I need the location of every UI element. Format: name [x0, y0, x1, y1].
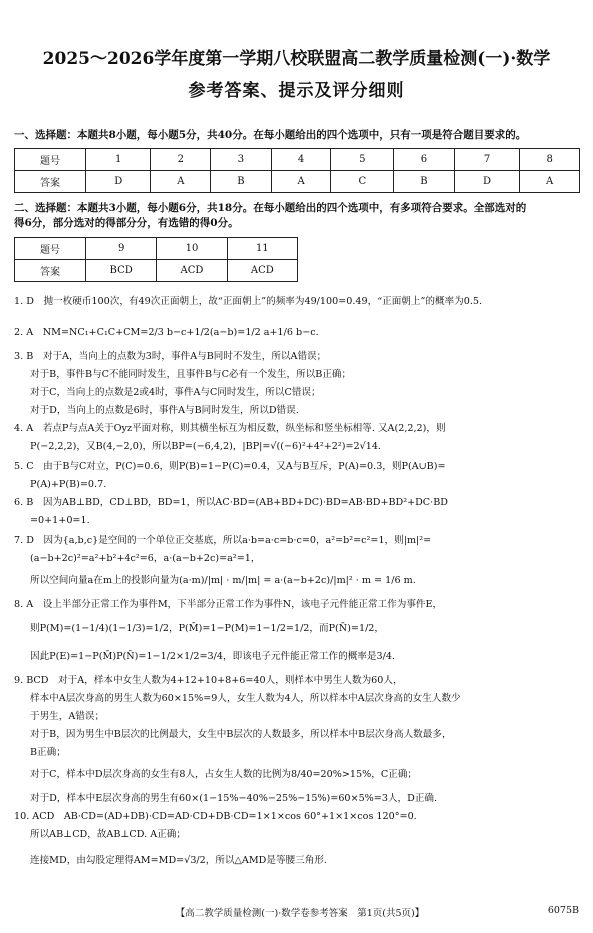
section1-heading: 一、选择题：本题共8小题，每小题5分，共40分。在每小题给出的四个选项中，只有一项是符合题目要求的。 [14, 129, 527, 141]
solution-q5-line2: P(A)+P(B)=0.7. [30, 479, 107, 490]
solution-q10-line2: 所以AB⊥CD，故AB⊥CD. A正确； [30, 829, 186, 840]
table-cell: BCD [86, 260, 157, 282]
page-subtitle: 参考答案、提示及评分细则 [188, 81, 405, 101]
solution-q8-line1: 8. A 设上半部分正常工作为事件M，下半部分正常工作为事件N，该电子元件能正常工作为事件E， [14, 599, 443, 610]
solution-q9-line3: 于男生，A错误； [30, 711, 105, 722]
solution-q8-line2: 则P(M)=(1−1/4)(1−1/3)=1/2，P(M̄)=1−P(M)=1−1/2=1/2，而P(N̄)=1/2， [30, 623, 385, 634]
solution-q2: 2. A NM=NC₁+C₁C+CM=2/3 b−c+1/2(a−b)=1/2 a+1/6 b−c. [14, 327, 319, 338]
table-row [15, 149, 580, 171]
table-cell: D [86, 171, 151, 193]
solution-q3-line4: 对于D，当向上的点数是6时，事件A与B同时发生，所以D错误. [30, 405, 299, 416]
solution-q7-line3: 所以空间向量a在m上的投影向量为(a·m)/|m| · m/|m| = a·(a−b+2c)/|m|² · m = 1/6 m. [30, 575, 416, 586]
table-cell: 7 [454, 149, 519, 171]
table-cell: 9 [86, 238, 157, 260]
solution-q1: 1. D 抛一枚硬币100次，有49次正面朝上，故“正面朝上”的频率为49/100=0.49，“正面朝上”的概率为0.5. [14, 296, 483, 307]
table-cell: 8 [520, 149, 580, 171]
solution-q9-line7: 对于D，样本中E层次身高的男生有60×(1−15%−40%−25%−15%)=60×5%=3人，D正确. [30, 793, 438, 804]
table-cell: 11 [227, 238, 297, 260]
table-cell: A [520, 171, 580, 193]
table-cell: 题号 [15, 149, 86, 171]
table-cell: 5 [331, 149, 394, 171]
table-row [15, 260, 298, 282]
table-cell: 10 [157, 238, 227, 260]
table-cell: 题号 [15, 238, 86, 260]
table-cell: D [454, 171, 519, 193]
table-cell: B [211, 171, 272, 193]
solution-q7-line2: (a−b+2c)²=a²+b²+4c²=6，a·(a−b+2c)=a²=1， [30, 553, 261, 564]
table-cell: 答案 [15, 260, 86, 282]
table-row [15, 238, 298, 260]
table-cell: 2 [151, 149, 211, 171]
solution-q9-line2: 样本中A层次身高的男生人数为60×15%=9人，女生人数为4人，所以样本中A层次身高的女生人数少 [30, 693, 461, 704]
solution-q3-line2: 对于B，事件B与C不能同时发生，且事件B与C必有一个发生，所以B正确； [30, 369, 352, 380]
solution-q9-line1: 9. BCD 对于A，样本中女生人数为4+12+10+8+6=40人，则样本中男生人数为60人， [14, 675, 403, 686]
solution-q3-line1: 3. B 对于A，当向上的点数为3时，事件A与B同时不发生，所以A错误； [14, 351, 327, 362]
table-cell: ACD [227, 260, 297, 282]
table-cell: B [394, 171, 455, 193]
table-cell: 答案 [15, 171, 86, 193]
table-cell: C [331, 171, 394, 193]
solution-q6-line2: =0+1+0=1. [30, 515, 90, 526]
footer-center: 【高二教学质量检测(一)·数学卷参考答案 第1页(共5页)】 [175, 908, 425, 919]
section2-heading-line2: 得6分，部分选对的得部分分，有选错的得0分。 [14, 217, 239, 229]
table-cell: 4 [271, 149, 331, 171]
solution-q7-line1: 7. D 因为{a,b,c}是空间的一个单位正交基底，所以a·b=a·c=b·c=0，a²=b²=c²=1，则|m|²= [14, 535, 432, 546]
section2-heading-line1: 二、选择题：本题共3小题，每小题6分，共18分。在每小题给出的四个选项中，有多项符合要求。全部选对的 [14, 202, 527, 214]
solution-q6-line1: 6. B 因为AB⊥BD，CD⊥BD，BD=1，所以AC·BD=(AB+BD+DC)·BD=AB·BD+BD²+DC·BD [14, 497, 448, 508]
table-cell: 3 [211, 149, 272, 171]
table-cell: 6 [394, 149, 455, 171]
answer-table-2 [14, 237, 298, 282]
footer-code: 6075B [547, 905, 579, 916]
section2-heading [14, 201, 584, 231]
answer-table-1 [14, 148, 580, 193]
solution-q4-line1: 4. A 若点P与点A关于Oyz平面对称，则其横坐标互为相反数，纵坐标和竖坐标相等. 又A(2,2,2)，则 [14, 423, 446, 434]
solution-q3-line3: 对于C，当向上的点数是2或4时，事件A与C同时发生，所以C错误； [30, 387, 321, 398]
page-title: 2025～2026学年度第一学期八校联盟高二教学质量检测(一)·数学 [42, 49, 551, 69]
table-cell: A [151, 171, 211, 193]
table-cell: 1 [86, 149, 151, 171]
solution-q4-line2: P(−2,2,2)，又B(4,−2,0)，所以BP=(−6,4,2)，|BP|=√((−6)²+4²+2²)=2√14. [30, 441, 381, 452]
solution-q9-line4: 对于B，因为男生中B层次的比例最大，女生中B层次的人数最多，所以样本中B层次身高人数最多， [30, 729, 452, 740]
solution-q8-line3: 因此P(E)=1−P(M̄)P(N̄)=1−1/2×1/2=3/4，即该电子元件能正常工作的概率是3/4. [30, 651, 395, 662]
solution-q9-line6: 对于C，样本中D层次身高的女生有8人，占女生人数的比例为8/40=20%>15%，C正确； [30, 769, 417, 780]
solution-q9-line5: B正确； [30, 747, 66, 758]
table-cell: ACD [157, 260, 227, 282]
table-cell: A [271, 171, 331, 193]
solution-q10-line3: 连接MD，由勾股定理得AM=MD=√3/2，所以△AMD是等腰三角形. [30, 855, 327, 866]
solution-q5-line1: 5. C 由于B与C对立，P(C)=0.6，则P(B)=1−P(C)=0.4，又A与B互斥，P(A)=0.3，则P(A∪B)= [14, 461, 446, 472]
solution-q10-line1: 10. ACD AB·CD=(AD+DB)·CD=AD·CD+DB·CD=1×1×cos 60°+1×1×cos 120°=0. [14, 811, 417, 822]
table-row [15, 171, 580, 193]
